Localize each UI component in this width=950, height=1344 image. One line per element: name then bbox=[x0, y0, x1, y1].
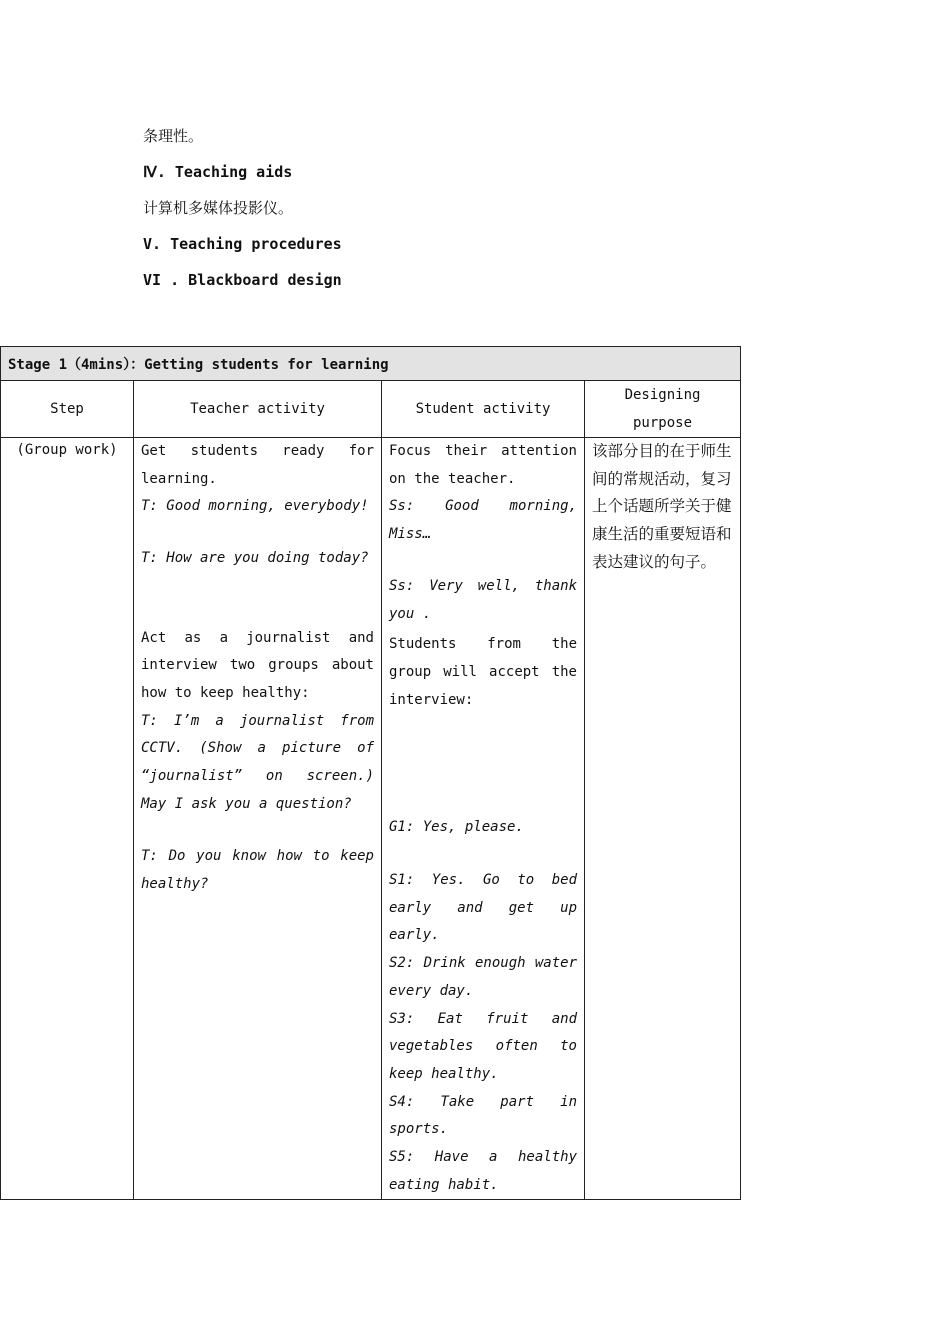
heading-blackboard-design: VI . Blackboard design bbox=[143, 271, 342, 289]
teacher-activity-cell bbox=[134, 438, 382, 1200]
student-line-4: Students from the group will accept the interview: bbox=[389, 636, 577, 708]
student-line-2: Ss: Good morning, Miss… bbox=[389, 498, 577, 543]
teacher-line-1: Get students ready for learning. bbox=[141, 443, 374, 487]
teaching-aids-text: 计算机多媒体投影仪。 bbox=[143, 199, 294, 217]
table-row bbox=[1, 438, 741, 1200]
intro-text: 条理性。 bbox=[143, 127, 204, 145]
header-row bbox=[1, 381, 741, 438]
student-line-8: S3: Eat fruit and vegetables often to keep healthy. bbox=[389, 1010, 577, 1082]
purpose-text: 该部分目的在于师生间的常规活动，复习上个话题所学关于健康生活的重要短语和表达建议的句子。 bbox=[592, 442, 732, 571]
header-purpose-line2: purpose bbox=[633, 415, 693, 431]
teacher-line-2: T: Good morning, everybody! bbox=[141, 498, 369, 515]
student-line-6: S1: Yes. Go to bed early and get up early. bbox=[389, 872, 577, 944]
teacher-line-6: T: Do you know how to keep healthy? bbox=[141, 848, 374, 893]
student-line-10: S5: Have a healthy eating habit. bbox=[389, 1149, 577, 1193]
intro-section bbox=[143, 124, 342, 304]
step-cell bbox=[1, 438, 134, 1200]
designing-purpose-cell bbox=[585, 438, 741, 1200]
teacher-line-4: Act as a journalist and interview two groups about how to keep healthy: bbox=[141, 629, 374, 701]
student-line-9: S4: Take part in sports. bbox=[389, 1093, 577, 1138]
student-line-5: G1: Yes, please. bbox=[389, 819, 524, 836]
header-student-activity: Student activity bbox=[382, 381, 585, 438]
student-line-1: Focus their attention on the teacher. bbox=[389, 443, 577, 487]
header-teacher-activity: Teacher activity bbox=[134, 381, 382, 438]
heading-teaching-aids: Ⅳ. Teaching aids bbox=[143, 163, 293, 181]
teacher-line-3: T: How are you doing today? bbox=[141, 550, 369, 567]
student-line-3: Ss: Very well, thank you . bbox=[389, 577, 577, 622]
stage-row bbox=[1, 347, 741, 381]
header-purpose-line1: Designing bbox=[624, 387, 701, 403]
header-designing-purpose bbox=[585, 381, 741, 438]
lesson-table bbox=[0, 346, 741, 1200]
student-line-7: S2: Drink enough water every day. bbox=[389, 955, 577, 999]
student-activity-cell bbox=[382, 438, 585, 1200]
heading-teaching-procedures: V. Teaching procedures bbox=[143, 235, 342, 253]
step-text: (Group work) bbox=[16, 442, 118, 458]
stage-title: Stage 1（4mins）：Getting students for learning bbox=[1, 347, 741, 381]
teacher-line-5: T: I’m a journalist from CCTV. (Show a picture of “journalist” on screen.) May I ask you a question? bbox=[141, 712, 374, 812]
header-step: Step bbox=[1, 381, 134, 438]
